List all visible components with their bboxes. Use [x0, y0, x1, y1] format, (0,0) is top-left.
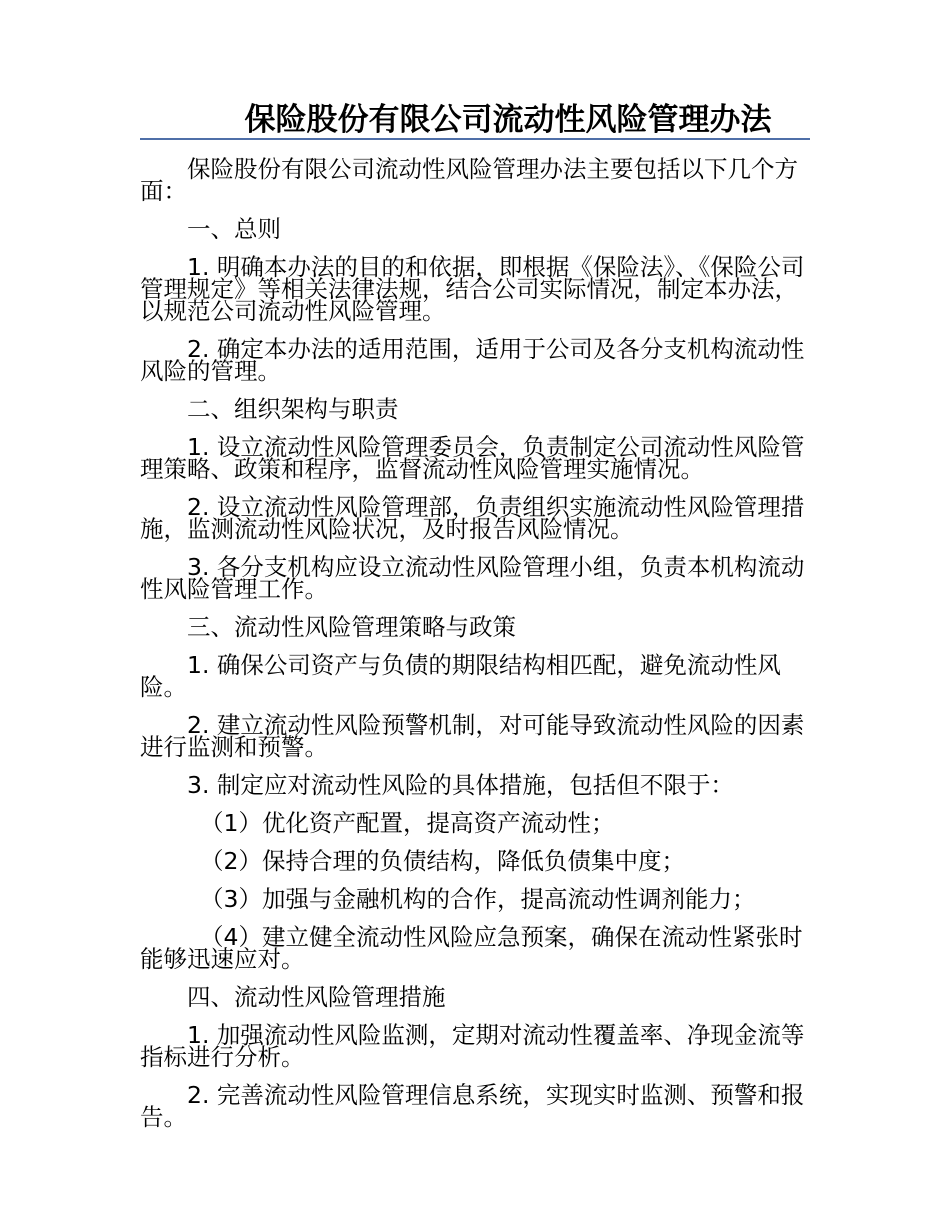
paragraph-general-1: 1. 明确本办法的目的和依据，即根据《保险法》、《保险公司管理规定》等相关法律法规，结合公司实际情况，制定本办法，以规范公司流动性风险管理。 [140, 253, 805, 325]
list-item-measure-3: （3）加强与金融机构的合作，提高流动性调剂能力； [200, 885, 756, 913]
paragraph-general-2: 2. 确定本办法的适用范围，适用于公司及各分支机构流动性风险的管理。 [140, 335, 805, 385]
document-title: 保险股份有限公司流动性风险管理办法 [140, 100, 810, 140]
list-item-measure-4: （4）建立健全流动性风险应急预案，确保在流动性紧张时能够迅速应对。 [140, 923, 803, 973]
paragraph-strategy-2: 2. 建立流动性风险预警机制，对可能导致流动性风险的因素进行监测和预警。 [140, 711, 805, 761]
paragraph-measures-1: 1. 加强流动性风险监测，定期对流动性覆盖率、净现金流等指标进行分析。 [140, 1021, 805, 1071]
list-item-measure-1: （1）优化资产配置，提高资产流动性； [200, 809, 615, 837]
section-heading-measures: 四、流动性风险管理措施 [187, 983, 446, 1011]
paragraph-strategy-3: 3. 制定应对流动性风险的具体措施，包括但不限于： [187, 771, 734, 799]
paragraph-organization-3: 3. 各分支机构应设立流动性风险管理小组，负责本机构流动性风险管理工作。 [140, 553, 805, 603]
section-heading-general: 一、总则 [187, 215, 281, 243]
document-body [140, 155, 812, 1131]
paragraph-organization-1: 1. 设立流动性风险管理委员会，负责制定公司流动性风险管理策略、政策和程序，监督流动性风险管理实施情况。 [140, 433, 805, 483]
paragraph-measures-2: 2. 完善流动性风险管理信息系统，实现实时监测、预警和报告。 [140, 1081, 805, 1131]
paragraph-organization-2: 2. 设立流动性风险管理部，负责组织实施流动性风险管理措施，监测流动性风险状况，及时报告风险情况。 [140, 493, 805, 543]
paragraph-intro: 保险股份有限公司流动性风险管理办法主要包括以下几个方面： [140, 155, 798, 205]
list-item-measure-2: （2）保持合理的负债结构，降低负债集中度； [200, 847, 685, 875]
section-heading-organization: 二、组织架构与职责 [187, 395, 399, 423]
section-heading-strategy: 三、流动性风险管理策略与政策 [187, 613, 516, 641]
paragraph-strategy-1: 1. 确保公司资产与负债的期限结构相匹配，避免流动性风险。 [140, 651, 781, 701]
